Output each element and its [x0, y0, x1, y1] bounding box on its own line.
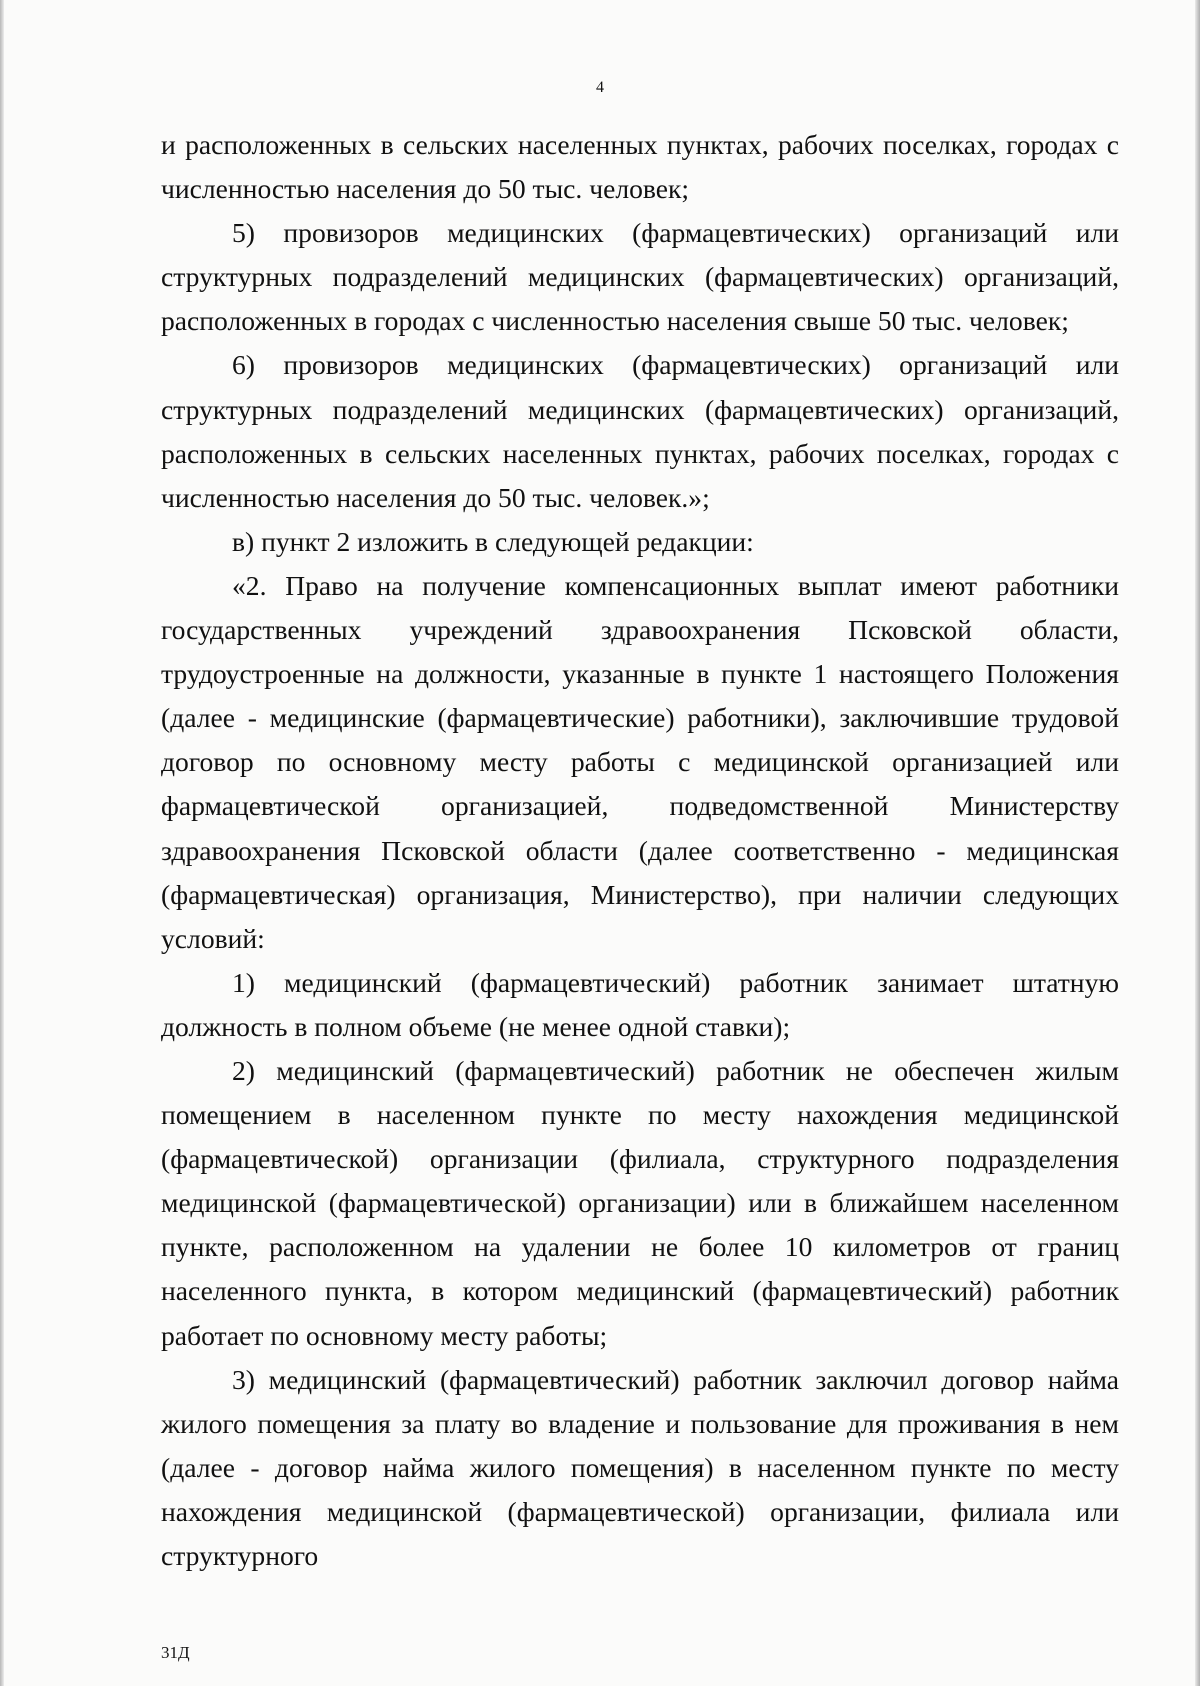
- paragraph-item-5: 5) провизоров медицинских (фармацевтических) организаций или структурных подразделений медицинских (фармацевтических) организаций, расположенных в городах с численностью населения свыше 50 тыс. человек;: [161, 217, 1119, 337]
- paragraph-condition-1: 1) медицинский (фармацевтический) работник занимает штатную должность в полном объеме (не менее одной ставки);: [161, 966, 1119, 1042]
- paragraph-clause-2: «2. Право на получение компенсационных выплат имеют работники государственных учреждений здравоохранения Псковской области, трудоустроенные на должности, указанные в пункте 1 настоящего Положения (далее - медицинские (фармацевтические) работники), заключившие трудовой договор по основному месту работы с медицинской организацией или фармацевтической организацией, подведомственной Министерству здравоохранения Псковской области (далее соответственно - медицинская (фармацевтическая) организация, Министерство), при наличии следующих условий:: [161, 569, 1119, 954]
- paragraph-continuation: и расположенных в сельских населенных пунктах, рабочих поселках, городах с численностью населения до 50 тыс. человек;: [161, 129, 1119, 205]
- document-body: [161, 123, 1119, 1578]
- page-number: 4: [596, 79, 604, 96]
- scan-edge-left: [0, 0, 4, 1686]
- footer-code: 31Д: [161, 1643, 190, 1662]
- scan-edge-right: [1195, 0, 1200, 1686]
- paragraph-amendment-v: в) пункт 2 изложить в следующей редакции:: [232, 525, 754, 557]
- paragraph-condition-3: 3) медицинский (фармацевтический) работник заключил договор найма жилого помещения за плату во владение и пользование для проживания в нем (далее - договор найма жилого помещения) в населенном пункте по месту нахождения медицинской (фармацевтической) организации, филиала или структурного: [161, 1363, 1119, 1571]
- paragraph-item-6: 6) провизоров медицинских (фармацевтических) организаций или структурных подразделений медицинских (фармацевтических) организаций, расположенных в сельских населенных пунктах, рабочих поселках, городах с численностью населения до 50 тыс. человек.»;: [161, 349, 1119, 513]
- paragraph-condition-2: 2) медицинский (фармацевтический) работник не обеспечен жилым помещением в населенном пункте по месту нахождения медицинской (фармацевтической) организации (филиала, структурного подразделения медицинской (фармацевтической) организации) или в ближайшем населенном пункте, расположенном на удалении не более 10 километров от границ населенного пункта, в котором медицинский (фармацевтический) работник работает по основному месту работы;: [161, 1054, 1119, 1351]
